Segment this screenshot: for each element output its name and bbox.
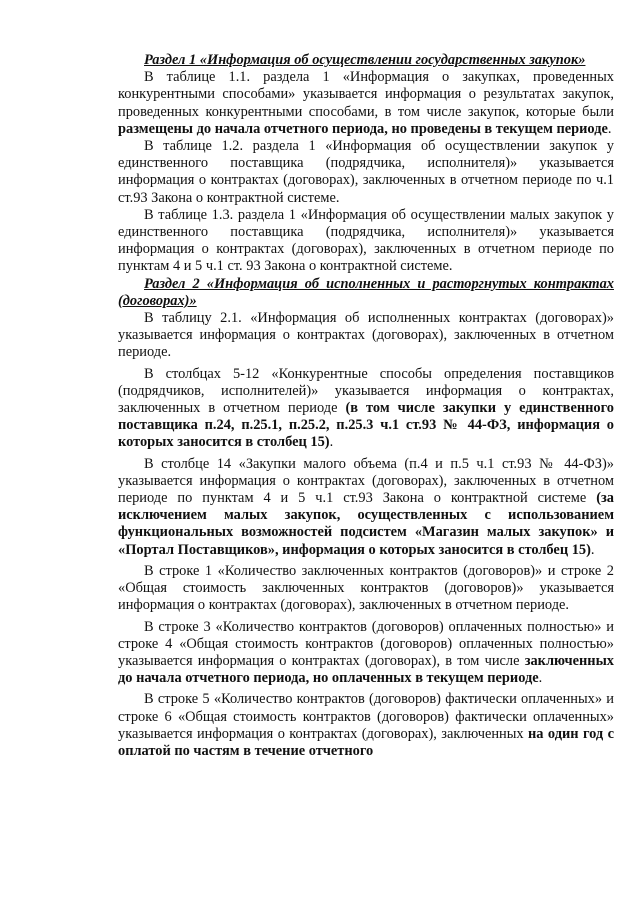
section-2-paragraph-1: В таблицу 2.1. «Информация об исполненных контрактах (договорах)» указывается информация о контрактах (договорах), заключенных в отчетном периоде. — [118, 310, 614, 361]
paragraph-text: В столбцах 5-12 «Конкурентные способы определения поставщиков (подрядчиков, исполнителей)» указывается информация о контрактах, заключенных в отчетном периоде — [118, 365, 614, 417]
paragraph-bold-text: (за исключением малых закупок, осуществленных с использованием функциональных возможностей подсистем «Магазин малых закупок» и «Портал Поставщиков», информация о которых заносится в столбец 15) — [118, 490, 614, 558]
section-1-heading: Раздел 1 «Информация об осуществлении государственных закупок» — [144, 52, 586, 68]
section-1-paragraph-2: В таблице 1.2. раздела 1 «Информация об осуществлении закупок у единственного поставщика (подрядчика, исполнителя)» указывается информация о контрактах (договорах), заключенных в отчетном периоде по ч.1 ст.93 Закона о контрактной системе. — [118, 138, 614, 206]
section-2-paragraph-6 — [118, 691, 614, 760]
paragraph-bold-text: размещены до начала отчетного периода, но проведены в текущем периоде — [118, 120, 608, 137]
paragraph-bold-text: на один год с оплатой по частям в течение отчетного — [118, 725, 614, 759]
paragraph-text: В строке 3 «Количество контрактов (договоров) оплаченных полностью» и строке 4 «Общая стоимость контрактов (договоров) оплаченных полностью» указывается информация о контрактах (договорах), в том числе — [118, 618, 614, 669]
section-2-paragraph-4: В строке 1 «Количество заключенных контрактов (договоров)» и строке 2 «Общая стоимость заключенных контрактов (договоров)» указывается информация о контрактах (договорах), заключенных в отчетном периоде. — [118, 562, 614, 614]
section-2-paragraph-3 — [118, 456, 614, 559]
paragraph-bold-text: заключенных до начала отчетного периода, но оплаченных в текущем периоде — [118, 652, 614, 687]
paragraph-tail: . — [590, 541, 595, 558]
section-2-paragraph-2 — [118, 366, 614, 452]
paragraph-text: В строке 5 «Количество контрактов (договоров) фактически оплаченных» и строке 6 «Общая стоимость контрактов (договоров) фактически оплаченных» указывается информация о контрактах (договорах), заключенных — [118, 691, 614, 742]
section-1-paragraph-1 — [118, 69, 614, 138]
paragraph-text: В таблице 1.1. раздела 1 «Информация о закупках, проведенных конкурентными способами» указывается информация о результатах закупок, проведенных конкурентными способами, в том числе закупок, которые были — [118, 69, 614, 120]
paragraph-tail: . — [607, 120, 612, 137]
paragraph-tail: . — [329, 434, 334, 451]
section-2-paragraph-5 — [118, 619, 614, 688]
section-1-paragraph-3: В таблице 1.3. раздела 1 «Информация об осуществлении малых закупок у единственного поставщика (подрядчика, исполнителя)» указывается информация о контрактах (договорах), заключенных в отчетном периоде по пунктам 4 и 5 ч.1 ст. 93 Закона о контрактной системе. — [118, 206, 614, 275]
paragraph-bold-text: (в том числе закупки у единственного поставщика п.24, п.25.1, п.25.2, п.25.3 ч.1 ст.93 № 44-ФЗ, информация о которых заносится в столбец 15) — [118, 400, 614, 451]
paragraph-text: В столбце 14 «Закупки малого объема (п.4 и п.5 ч.1 ст.93 № 44-ФЗ)» указывается информация о контрактах (договорах), заключенных в отчетном периоде по пунктам 4 и 5 ч.1 ст.93 Закона о контрактной системе — [118, 455, 614, 507]
section-2-heading: Раздел 2 «Информация об исполненных и расторгнутых контрактах (договорах)» — [118, 275, 614, 309]
paragraph-tail: . — [538, 670, 543, 687]
